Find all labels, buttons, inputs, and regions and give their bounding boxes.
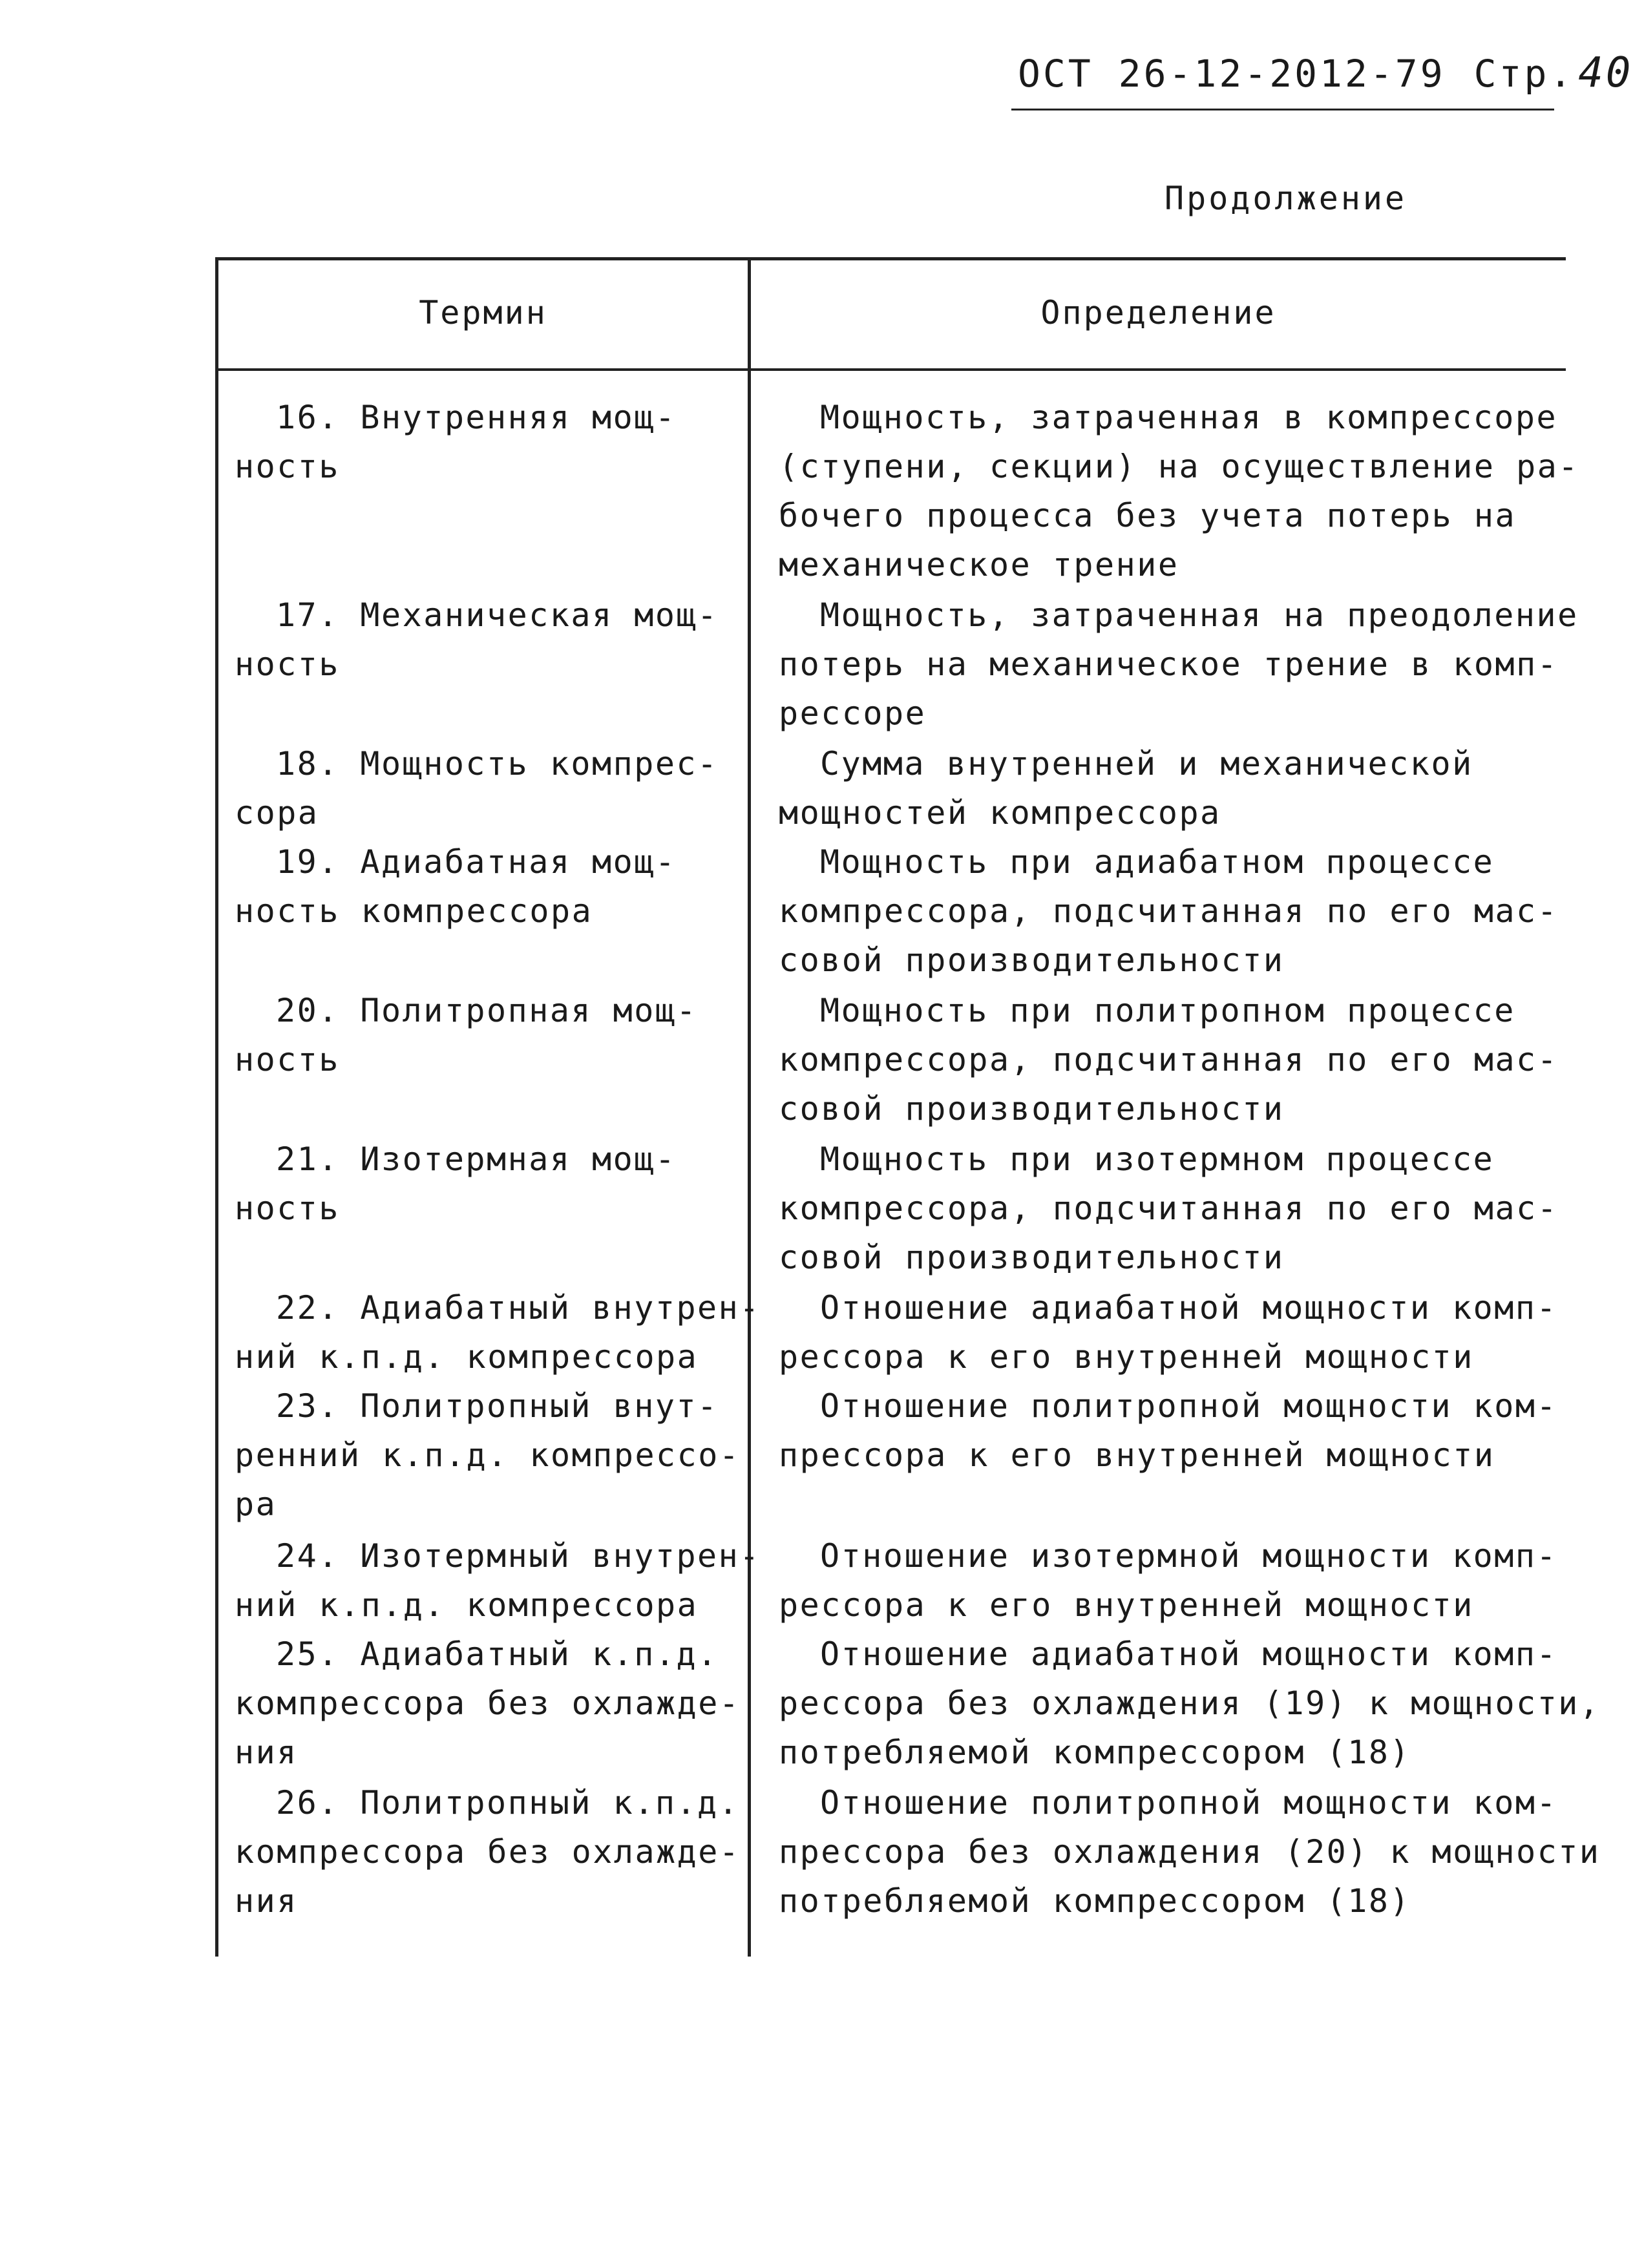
definition-cell: Отношение политропной мощности ком- прессора к его внутренней мощности	[779, 1387, 1558, 1474]
page-header	[1011, 37, 1633, 110]
column-header-term: Термин	[419, 294, 547, 331]
term-cell: 19. Адиабатная мощ- ность компрессора	[235, 843, 677, 930]
terms-table	[215, 257, 1601, 1957]
page-number: 40	[1578, 49, 1633, 97]
definition-cell: Отношение адиабатной мощности комп- рессора без охлаждения (19) к мощности, потребляемой компрессором (18)	[779, 1635, 1601, 1771]
term-cell: 23. Политропный внут- ренний к.п.д. компрессо- ра	[235, 1387, 741, 1523]
definition-cell: Мощность, затраченная в компрессоре (ступени, секции) на осуществление ра- бочего процесса без учета потерь на механическое трение	[779, 399, 1579, 583]
term-cell: 26. Политропный к.п.д. компрессора без охлажде- ния	[235, 1784, 741, 1920]
page-label: Стр.	[1473, 52, 1575, 96]
term-cell: 21. Изотермная мощ- ность	[235, 1140, 677, 1227]
term-cell: 25. Адиабатный к.п.д. компрессора без охлажде- ния	[235, 1635, 741, 1771]
definition-cell: Сумма внутренней и механической мощностей компрессора	[779, 745, 1473, 832]
term-cell: 17. Механическая мощ- ность	[235, 596, 719, 683]
table-column-divider	[748, 257, 751, 1957]
table-left-border	[215, 257, 218, 1957]
term-cell: 18. Мощность компрес- сора	[235, 745, 719, 832]
document-code: ОСТ 26-12-2012-79	[1018, 52, 1446, 96]
column-header-definition: Определение	[1040, 294, 1276, 331]
definition-cell: Мощность, затраченная на преодоление потерь на механическое трение в комп- рессоре	[779, 596, 1579, 732]
term-cell: 22. Адиабатный внутрен- ний к.п.д. компрессора	[235, 1289, 761, 1376]
definition-cell: Отношение адиабатной мощности комп- рессора к его внутренней мощности	[779, 1289, 1558, 1376]
table-header-rule	[215, 368, 1566, 371]
definition-cell: Отношение изотермной мощности комп- рессора к его внутренней мощности	[779, 1537, 1558, 1624]
definition-cell: Мощность при политропном процессе компрессора, подсчитанная по его мас- совой производительности	[779, 992, 1559, 1128]
definition-cell: Отношение политропной мощности ком- прессора без охлаждения (20) к мощности потребляемой компрессором (18)	[779, 1784, 1601, 1920]
term-cell: 24. Изотермный внутрен- ний к.п.д. компрессора	[235, 1537, 761, 1624]
continuation-label: Продолжение	[1164, 180, 1407, 217]
term-cell: 16. Внутренняя мощ- ность	[235, 399, 677, 485]
definition-cell: Мощность при изотермном процессе компрессора, подсчитанная по его мас- совой производительности	[779, 1140, 1559, 1276]
definition-cell: Мощность при адиабатном процессе компрессора, подсчитанная по его мас- совой производительности	[779, 843, 1559, 979]
term-cell: 20. Политропная мощ- ность	[235, 992, 698, 1078]
